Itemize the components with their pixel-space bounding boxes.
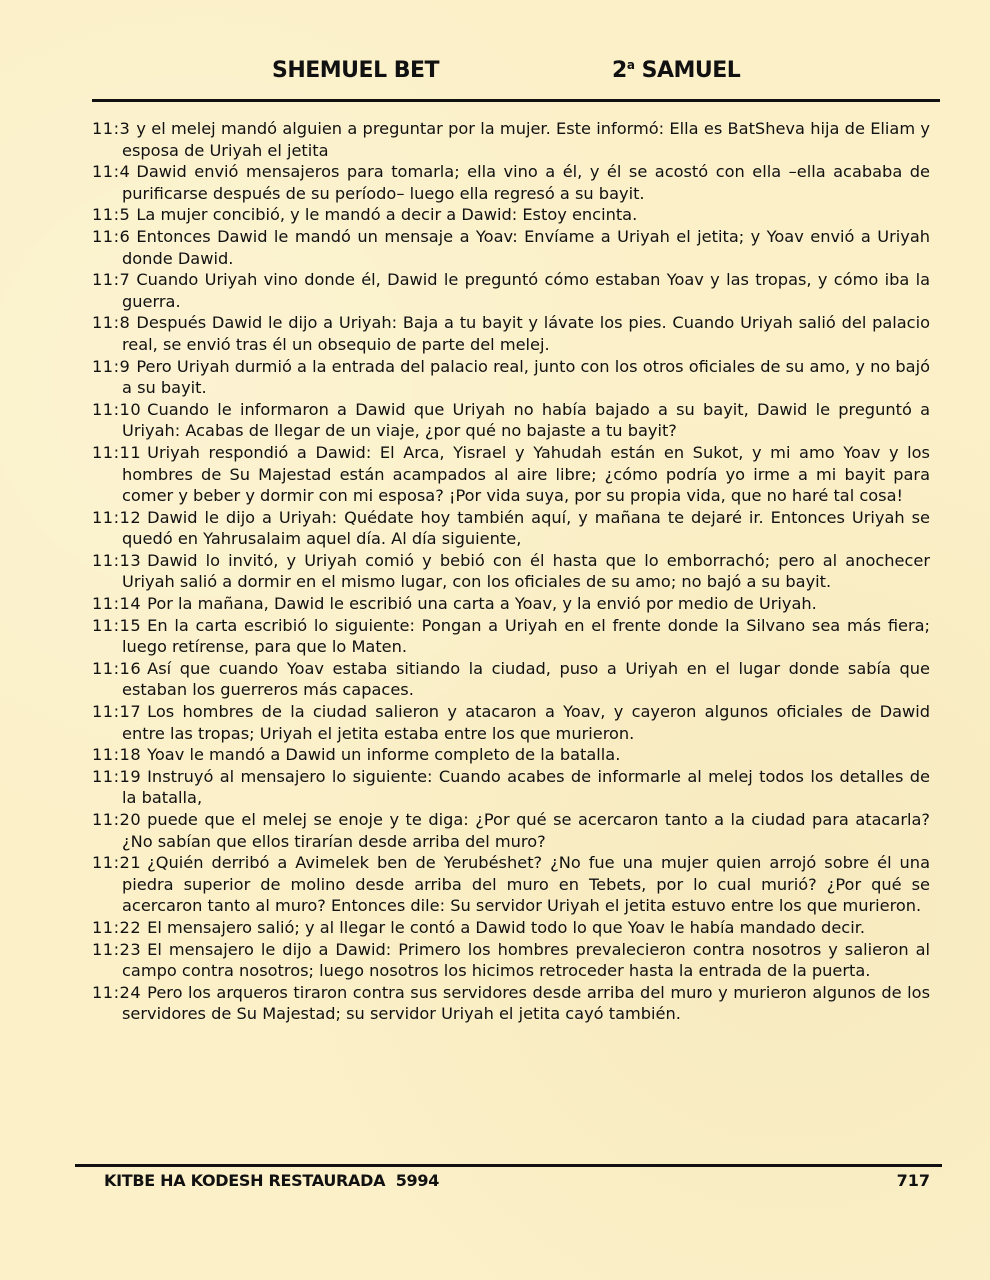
- verse-ref: 11:15: [92, 615, 142, 635]
- verse-text: Pero Uriyah durmió a la entrada del palacio real, junto con los otros oficiales de su amo, y no bajó a su bayit.: [122, 356, 930, 398]
- verse-text: Pero los arqueros tiraron contra sus servidores desde arriba del muro y murieron algunos de los servidores de Su Majestad; su servidor Uriyah el jetita cayó también.: [122, 982, 930, 1024]
- page-header: [0, 58, 990, 92]
- verse-text: y el melej mandó alguien a preguntar por la mujer. Este informó: Ella es BatSheva hija de Eliam y esposa de Uriyah el jetita: [122, 119, 930, 160]
- header-rule: [92, 99, 940, 102]
- verse: [92, 744, 930, 766]
- verse-text: El mensajero le dijo a Dawid: Primero los hombres prevalecieron contra nosotros y salieron al campo contra nosotros; luego nosotros los hicimos retroceder hasta la entrada de la puerta.: [122, 939, 930, 981]
- verse-ref: 11:8: [92, 313, 131, 333]
- verse-text: Cuando le informaron a Dawid que Uriyah no había bajado a su bayit, Dawid le preguntó a Uriyah: Acabas de llegar de un viaje, ¿por qué no bajaste a tu bayit?: [122, 399, 930, 441]
- verse-text: Entonces Dawid le mandó un mensaje a Yoav: Envíame a Uriyah el jetita; y Yoav envió a Uriyah donde Dawid.: [122, 226, 930, 268]
- verse-text: Cuando Uriyah vino donde él, Dawid le preguntó cómo estaban Yoav y las tropas, y cómo iba la guerra.: [122, 270, 930, 311]
- verse: [92, 701, 930, 744]
- verse: [92, 852, 930, 917]
- verse-ref: 11:3: [92, 119, 131, 138]
- verse-ref: 11:14: [92, 594, 142, 614]
- header-book-number: 2: [612, 58, 627, 83]
- verse-text: Dawid lo invitó, y Uriyah comió y bebió con él hasta que lo emborrachó; pero al anochecer Uriyah salió a dormir en el mismo lugar, con los oficiales de su amo; no bajó a su bayit.: [122, 550, 930, 592]
- verse-text: ¿Quién derribó a Avimelek ben de Yerubéshet? ¿No fue una mujer quien arrojó sobre él una piedra superior de molino desde arriba del muro en Tebets, por lo cual murió? ¿Por qué se acercaron tanto al muro? Entonces dile: Su servidor Uriyah el jetita estuvo entre los que murieron.: [122, 853, 930, 916]
- verse-text: Uriyah respondió a Dawid: El Arca, Yisrael y Yahudah están en Sukot, y mi amo Yoav y los hombres de Su Majestad están acampados al aire libre; ¿cómo podría yo irme a mi bayit para comer y beber y dormir con mi esposa? ¡Por vida suya, por su propia vida, que no haré tal cosa!: [122, 442, 930, 506]
- verse-ref: 11:10: [92, 399, 142, 419]
- page-number: 717: [896, 1171, 930, 1190]
- verse-text: Después Dawid le dijo a Uriyah: Baja a tu bayit y lávate los pies. Cuando Uriyah salió del palacio real, se envió tras él un obsequio de parte del melej.: [122, 313, 930, 354]
- verse-text: La mujer concibió, y le mandó a decir a Dawid: Estoy encinta.: [136, 205, 638, 225]
- verse: [92, 356, 930, 399]
- verse-ref: 11:21: [92, 853, 142, 873]
- verse: [92, 658, 930, 701]
- verse-ref: 11:5: [92, 205, 131, 225]
- footer-title: KITBE HA KODESH RESTAURADA 5994: [104, 1171, 440, 1190]
- verse-ref: 11:22: [92, 917, 142, 937]
- verse: [92, 226, 930, 269]
- verse-ref: 11:6: [92, 226, 131, 246]
- verse-text: El mensajero salió; y al llegar le contó a Dawid todo lo que Yoav le había mandado decir.: [147, 917, 866, 937]
- verse: [92, 766, 930, 809]
- verse: [92, 917, 930, 939]
- verse-ref: 11:16: [92, 658, 142, 678]
- verse-ref: 11:11: [92, 442, 142, 462]
- verse: [92, 550, 930, 593]
- verse: [92, 399, 930, 442]
- verse-text: Instruyó al mensajero lo siguiente: Cuando acabes de informarle al melej todos los detalles de la batalla,: [122, 766, 930, 808]
- verse-text: Yoav le mandó a Dawid un informe completo de la batalla.: [147, 745, 621, 765]
- verse-ref: 11:24: [92, 982, 142, 1002]
- verse-list: [92, 118, 930, 1025]
- verse: [92, 269, 930, 312]
- verse-text: En la carta escribió lo siguiente: Pongan a Uriyah en el frente donde la Silvano sea más fiera; luego retírense, para que lo Maten.: [122, 615, 930, 657]
- verse: [92, 204, 930, 226]
- verse-ref: 11:20: [92, 810, 142, 829]
- verse-ref: 11:13: [92, 550, 142, 570]
- verse: [92, 615, 930, 658]
- verse: [92, 809, 930, 852]
- verse-ref: 11:19: [92, 766, 142, 786]
- verse-text: puede que el melej se enoje y te diga: ¿Por qué se acercaron tanto a la ciudad para atacarla? ¿No sabían que ellos tirarían desde arriba del muro?: [122, 810, 930, 851]
- verse: [92, 982, 930, 1025]
- verse-text: Por la mañana, Dawid le escribió una carta a Yoav, y la envió por medio de Uriyah.: [147, 594, 817, 614]
- verse: [92, 161, 930, 204]
- verse-text: Así que cuando Yoav estaba sitiando la ciudad, puso a Uriyah en el lugar donde sabía que estaban los guerreros más capaces.: [122, 658, 930, 700]
- verse-text: Dawid envió mensajeros para tomarla; ella vino a él, y él se acostó con ella –ella acababa de purificarse después de su período– luego ella regresó a su bayit.: [122, 162, 930, 203]
- verse-text: Los hombres de la ciudad salieron y atacaron a Yoav, y cayeron algunos oficiales de Dawid entre las tropas; Uriyah el jetita estaba entre los que murieron.: [122, 702, 930, 743]
- verse-ref: 11:18: [92, 745, 142, 765]
- header-hebrew-title: SHEMUEL BET: [272, 58, 440, 83]
- verse-ref: 11:7: [92, 270, 131, 290]
- verse-ref: 11:12: [92, 507, 142, 527]
- verse-ref: 11:17: [92, 702, 142, 722]
- verse: [92, 442, 930, 507]
- footer-rule: [75, 1164, 942, 1167]
- verse: [92, 118, 930, 161]
- verse-text: Dawid le dijo a Uriyah: Quédate hoy también aquí, y mañana te dejaré ir. Entonces Uriyah se quedó en Yahrusalaim aquel día. Al día siguiente,: [122, 507, 930, 549]
- header-book-name: SAMUEL: [641, 58, 741, 83]
- verse: [92, 593, 930, 615]
- verse: [92, 312, 930, 355]
- header-ordinal: a: [626, 58, 635, 72]
- verse-ref: 11:4: [92, 162, 131, 182]
- verse-ref: 11:23: [92, 939, 142, 959]
- verse: [92, 939, 930, 982]
- verse: [92, 507, 930, 550]
- header-spanish-title: [612, 58, 740, 83]
- verse-ref: 11:9: [92, 356, 131, 376]
